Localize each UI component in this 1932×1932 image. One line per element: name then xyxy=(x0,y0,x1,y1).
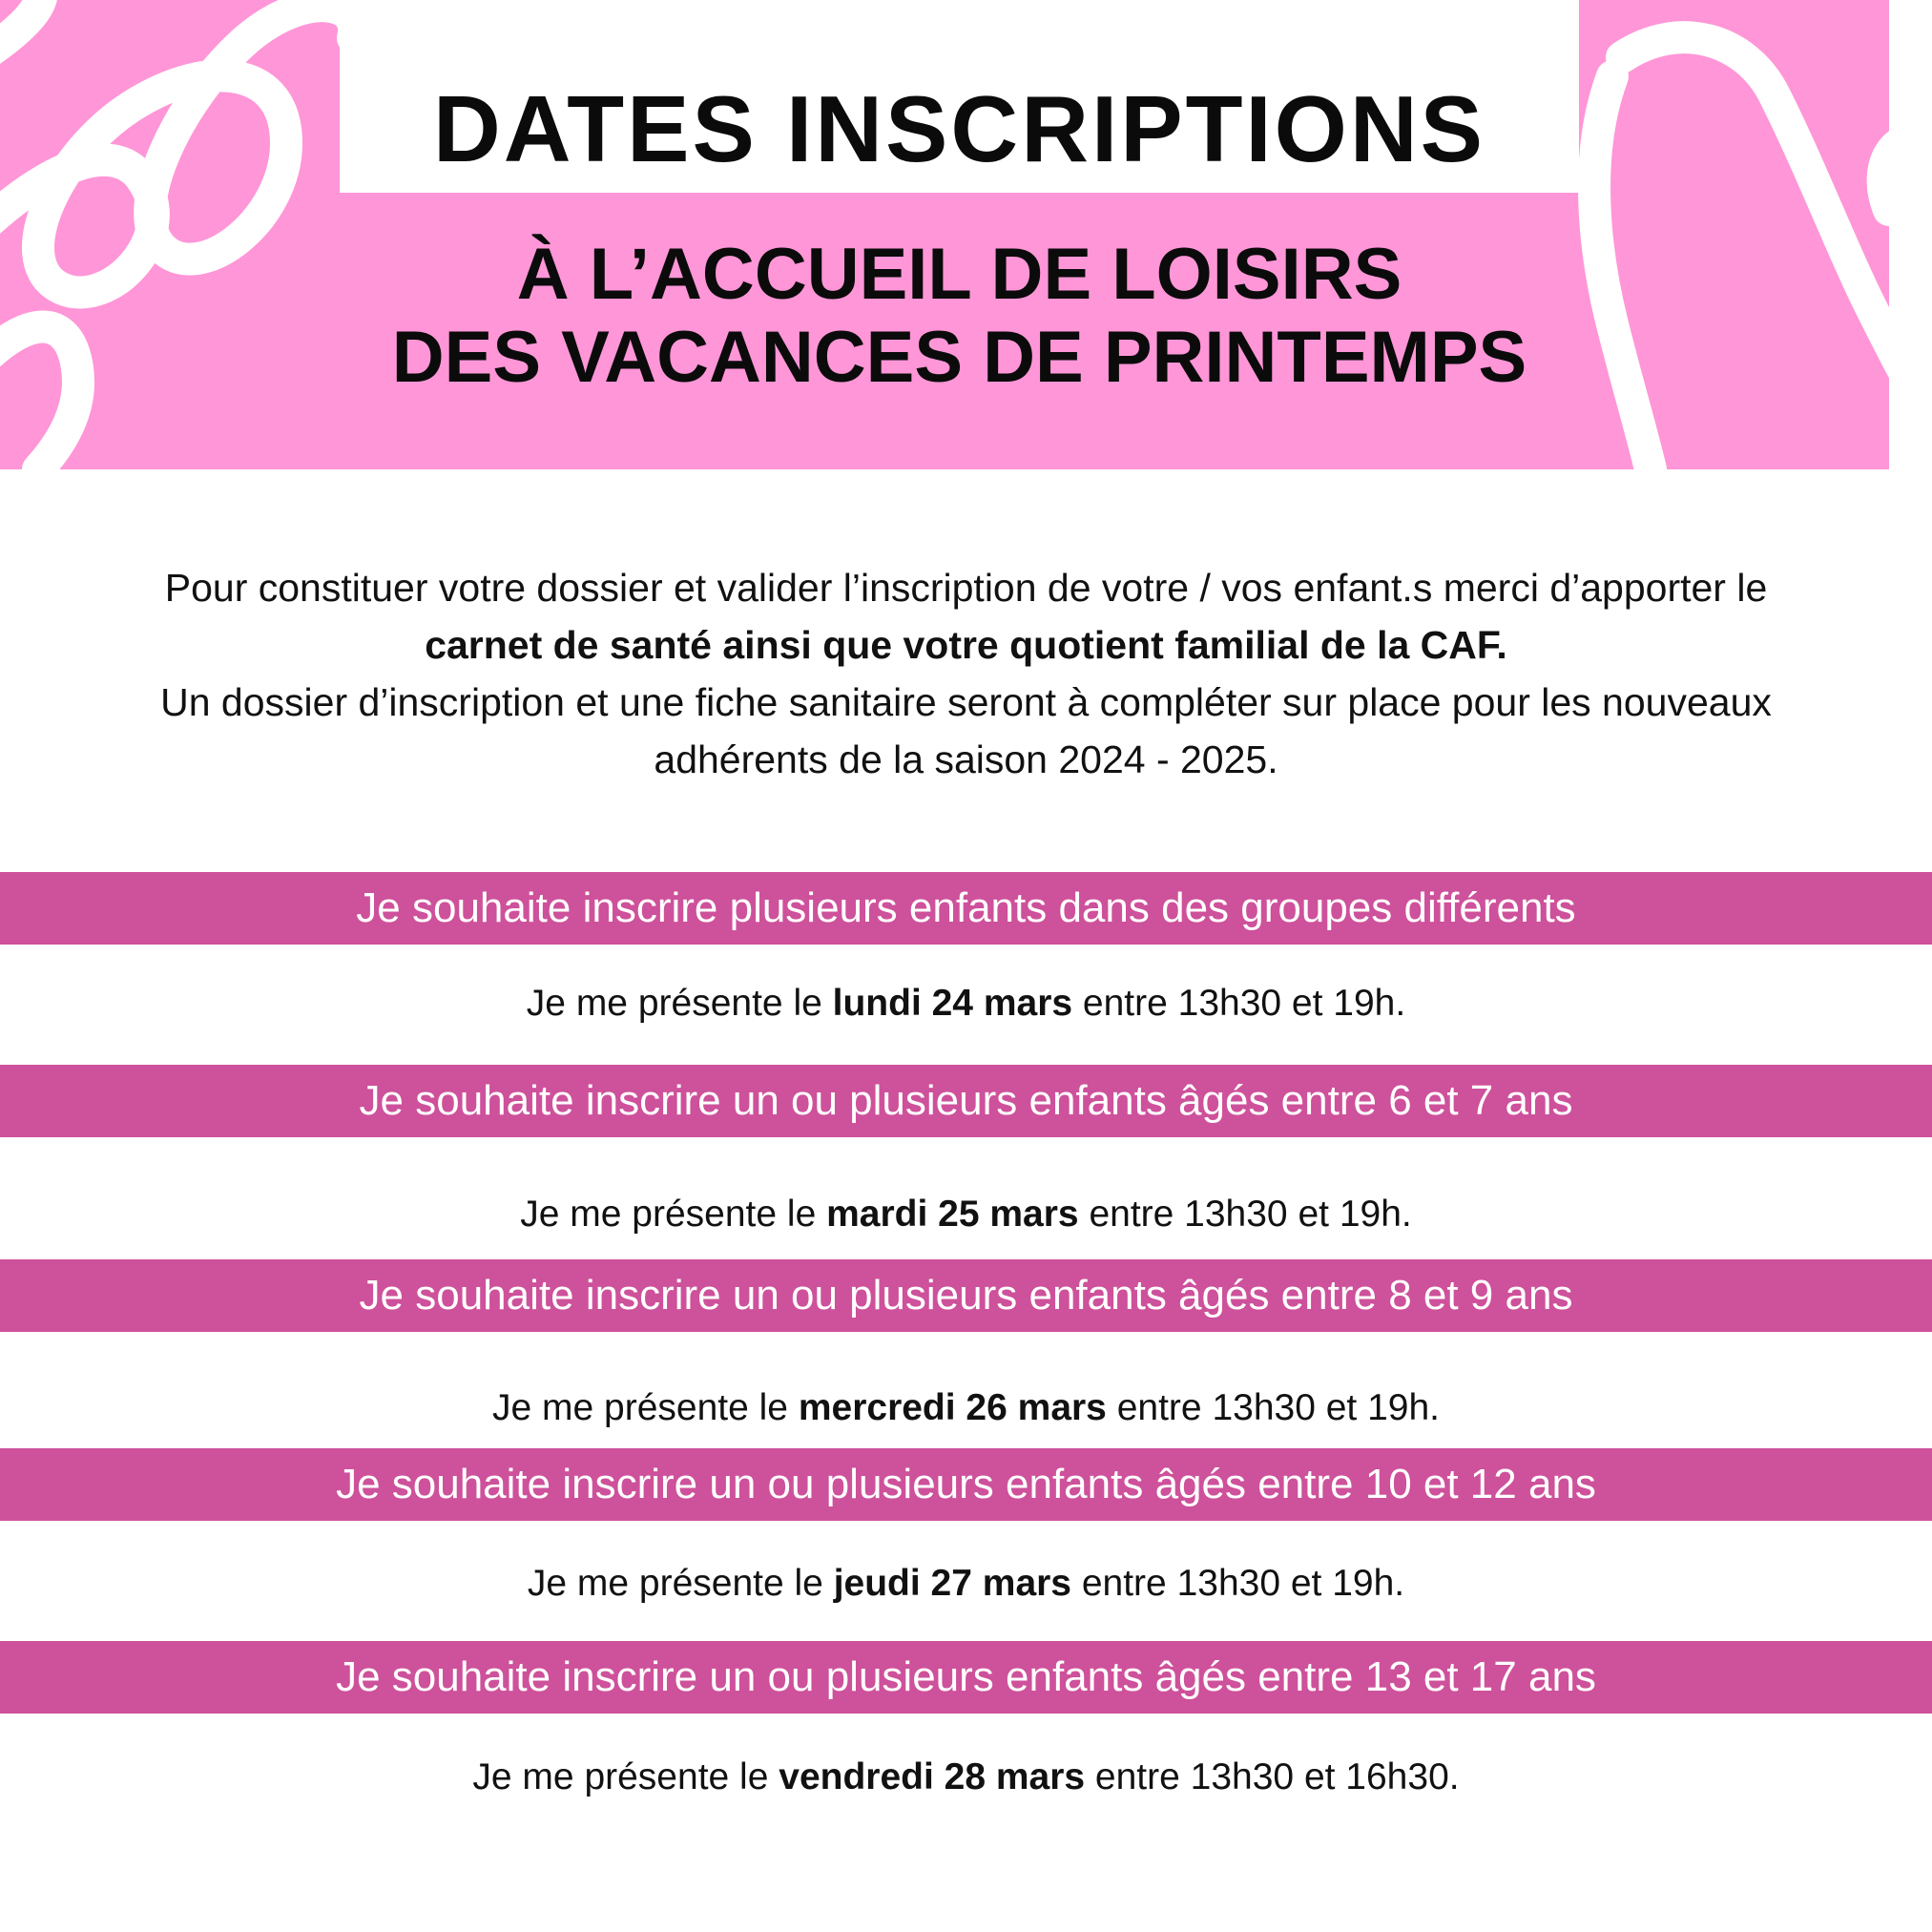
schedule-line-4 xyxy=(0,1565,1932,1602)
group-band-1: Je souhaite inscrire plusieurs enfants dans des groupes différents xyxy=(0,872,1932,945)
schedule-prefix: Je me présente le xyxy=(491,1387,799,1428)
schedule-line-2 xyxy=(0,1195,1932,1233)
group-band-5: Je souhaite inscrire un ou plusieurs enfants âgés entre 13 et 17 ans xyxy=(0,1641,1932,1714)
schedule-line-5 xyxy=(0,1758,1932,1796)
schedule-prefix: Je me présente le xyxy=(472,1756,779,1797)
group-band-2: Je souhaite inscrire un ou plusieurs enfants âgés entre 6 et 7 ans xyxy=(0,1065,1932,1137)
schedule-day: vendredi 28 mars xyxy=(779,1756,1086,1797)
subtitle-line-2: DES VACANCES DE PRINTEMPS xyxy=(391,317,1527,398)
schedule-suffix: entre 13h30 et 19h. xyxy=(1072,983,1406,1024)
subtitle-line-1: À L’ACCUEIL DE LOISIRS xyxy=(516,234,1402,315)
schedule-day: mardi 25 mars xyxy=(826,1194,1079,1235)
group-band-4: Je souhaite inscrire un ou plusieurs enfants âgés entre 10 et 12 ans xyxy=(0,1448,1932,1521)
schedule-prefix: Je me présente le xyxy=(527,1563,834,1604)
schedule-prefix: Je me présente le xyxy=(526,983,833,1024)
intro-paragraph xyxy=(143,559,1789,788)
intro-text-2: Un dossier d’inscription et une fiche sanitaire seront à compléter sur place pour les nouveaux adhérents de la saison 2024 - 2025. xyxy=(160,680,1772,781)
schedule-suffix: entre 13h30 et 16h30. xyxy=(1085,1756,1460,1797)
schedule-day: lundi 24 mars xyxy=(832,983,1073,1024)
schedule-day: jeudi 27 mars xyxy=(833,1563,1071,1604)
group-band-3: Je souhaite inscrire un ou plusieurs enfants âgés entre 8 et 9 ans xyxy=(0,1259,1932,1332)
schedule-day: mercredi 26 mars xyxy=(798,1387,1107,1428)
schedule-line-3 xyxy=(0,1389,1932,1426)
schedule-suffix: entre 13h30 et 19h. xyxy=(1071,1563,1405,1604)
intro-text-1: Pour constituer votre dossier et valider l’inscription de votre / vos enfant.s merci d’apporter le xyxy=(164,566,1768,610)
schedule-line-1 xyxy=(0,985,1932,1022)
page-title: DATES INSCRIPTIONS xyxy=(432,76,1486,181)
schedule-suffix: entre 13h30 et 19h. xyxy=(1106,1387,1440,1428)
schedule-prefix: Je me présente le xyxy=(520,1194,827,1235)
intro-bold-text: carnet de santé ainsi que votre quotient familial de la CAF. xyxy=(425,623,1507,667)
schedule-suffix: entre 13h30 et 19h. xyxy=(1078,1194,1412,1235)
